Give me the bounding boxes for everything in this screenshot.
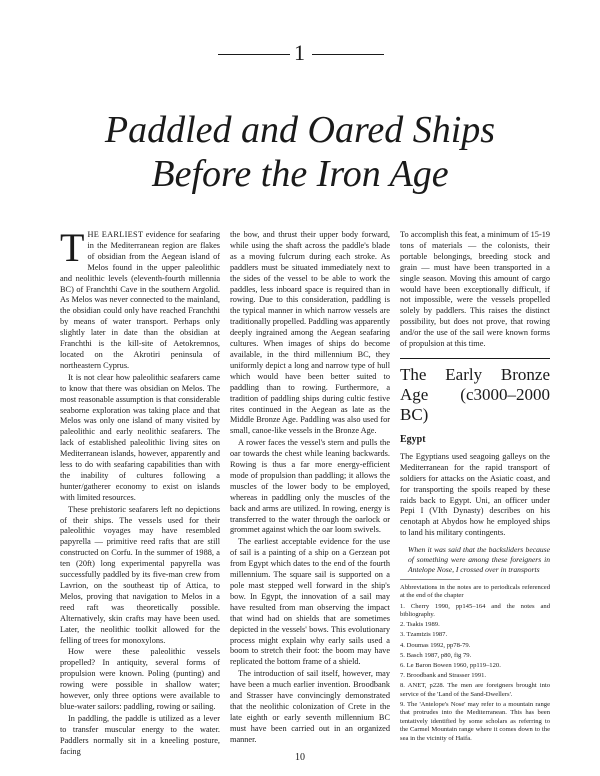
section-heading: The Early Bronze Age (c3000–2000 BC) [400, 364, 550, 424]
drop-cap: T [60, 225, 85, 270]
footnote: 1. Cherry 1990, pp145–164 and the notes and bibliography. [400, 602, 550, 619]
paragraph-9: The introduction of sail itself, however, may have been a much earlier invention. Broodbank and Strasser have convincingly demonstrated that the neolithic colonization of Crete in the late eighth or early seventh millennium BC must have been carried out in an organized manner. [230, 669, 390, 744]
footnote: 5. Basch 1987, p80, fig 79. [400, 651, 472, 659]
paragraph-8: The earliest acceptable evidence for the use of sail is a painting of a ship on a Gerzean pot from Egypt which dates to the end of the fourth millennium. The square sail is supported on a pole mast stepped well forward in the ship's bow. In Egypt, the innovation of a sail may have resulted from man observing the impact that wind had on shields that are sometimes depicted in the vessels' bows. This evolutionary process might explain why early sails used a boom to stretch their foot: the boom may have replicated the bottom frame of a shield. [230, 537, 390, 667]
text-column-2 [230, 230, 390, 744]
lead-caps: HE EARLIEST [87, 230, 144, 239]
paragraph-3: These prehistoric seafarers left no depictions of their ships. The vessels used for their paleolithic voyages may have resembled papyrella — primitive reed rafts that are still constructed on Corfu. In the summer of 1988, a ten (20ft) long experimental papyrella was successfully paddled by its five-man crew from Lavrion, on the southeast tip of Attica, to Melos, proving that navigation to Melos in a reed raft was theoretically possible. Alternatively, skin crafts may have been used. Later, the neolithic toolkit allowed for the felling of trees for monoxylons. [60, 504, 220, 645]
footnote: 8. ANET, p228. The men are foreigners brought into service of the 'Land of the Sand-Dwellers'. [400, 681, 550, 698]
chapter-rule-right [312, 54, 384, 55]
paragraph-7: A rower faces the vessel's stern and pulls the oar towards the chest while leaning backwards. Rowing is thus a far more energy-efficient mode of propulsion than paddling; it allows the muscles of the lower body to be employed, whereas in paddling only the muscles of the back and arms are utilized. In rowing, energy is transferred to the water through the oarlock or grommet against which the oar loom swivels. [230, 438, 390, 535]
text-column-1 [60, 225, 221, 756]
paragraph-2: It is not clear how paleolithic seafarers came to know that there was obsidian on Melos. The most reasonable assumption is that considerable seaborne exploration was taking place and that Melos was only one island of many visited by paleolithic and early neolithic seafarers. The lack of established paleolithic living sites on Mediterranean islands, however, apparently and less to do with seafaring capabilities than with the inability of cultures following a hunter/gatherer economy to exist on islands with limited resources. [60, 372, 220, 502]
chapter-number: 1 [294, 40, 306, 65]
text-column-3 [400, 230, 550, 743]
paragraph-1-text: evidence for seafaring in the Mediterranean region are flakes of obsidian from the Aegean island of Melos found in the upper paleolithic and neolithic levels (eleventh-fourth millennia BC) of Franchthi Cave in the southern Argolid. As Melos was never connected to the mainland, the obsidian could only have reached Franchthi by means of water transport. Perhaps only slightly later in date than the obsidian at Franchthi is the kill-site of Aetokremnos, located on the Akrotiri peninsula of northeastern Cyprus. [60, 230, 221, 370]
notes-rule [400, 579, 460, 580]
footnote: 3. Tzamtzis 1987. [400, 631, 448, 639]
section-rule [400, 358, 550, 359]
page-number: 10 [295, 752, 305, 763]
column-3-body [400, 452, 550, 539]
paragraph-5: In paddling, the paddle is utilized as a lever to transfer muscular energy to the water. Paddlers normally sit in a kneeling posture, facing [60, 713, 220, 756]
footnote: 4. Doumas 1992, pp78-79. [400, 641, 471, 649]
footnote: 2. Tsakis 1989. [400, 621, 440, 629]
column-3-top [400, 230, 550, 350]
block-quote: When it was said that the backsliders because of something were among these foreigners in Antelope Nose, I crossed over in transports [408, 545, 550, 574]
footnote: 9. The 'Antelope's Nose' may refer to a mountain range that protrudes into the Mediterranean. This has been tentatively identified by some scholars as referring to the Carmel Mountain range where it comes down to the sea in the vicinity of Haifa. [400, 700, 550, 743]
paragraph-6: the bow, and thrust their upper body forward, while using the shaft across the paddle's blade as a moving fulcrum during each stroke. As paddlers must be situated immediately next to the sides of the vessel to be able to work the paddles, less inboard space is required than in rowing. Due to this consideration, paddling is the typical manner in which narrow vessels are traditionally propelled. Paddling was apparently deeply ingrained among the Aegean seafaring cultures. When images of ships do become available, in the third millennium BC, they uniformly depict a long and narrow type of hull which would have been better suited to paddling than to rowing. Furthermore, a tradition of paddling ships during cultic festive rites continued in the Aegean as late as the Middle Bronze Age. Paddling was also used for small, canoe-like vessels in the Bronze Age. [230, 230, 390, 436]
paragraph-11: The Egyptians used seagoing galleys on the Mediterranean for the rapid transport of soldiers for attacks on the Asiatic coast, and for transporting the spoils reaped by these raids back to Egypt. Uni, an officer under Pepi I (VIth Dynasty) describes on his cenotaph at Abydos how he employed ships to land his military contingents. [400, 451, 550, 538]
paragraph-1 [60, 225, 221, 372]
notes-intro: Abbreviations in the notes are to periodicals referenced at the end of the chapter [400, 583, 550, 600]
footnote: 7. Broodbank and Strasser 1991. [400, 671, 487, 679]
subsection-heading: Egypt [400, 433, 426, 445]
footnotes [400, 584, 550, 744]
paragraph-4: How were these paleolithic vessels propelled? In antiquity, several forms of propulsion were known. Poling (punting) and rowing were possible in shallow water; however, only three options were available to blue-water sailors: paddling, rowing or sailing. [60, 647, 220, 711]
footnote: 6. Le Baron Bowen 1960, pp119–120. [400, 661, 501, 669]
paragraph-10: To accomplish this feat, a minimum of 15-19 tons of materials — the colonists, their portable belongings, breeding stock and grain — must have been transported in a single season. Moving this amount of cargo would have been exceptionally difficult, if not impossible, were the vessels propelled solely by paddlers. This raises the distinct possibility, but does not prove, that rowing and/or the use of the sail were known forms of propulsion at this time. [400, 230, 550, 349]
chapter-title: Paddled and Oared Ships Before the Iron Age [104, 109, 496, 195]
